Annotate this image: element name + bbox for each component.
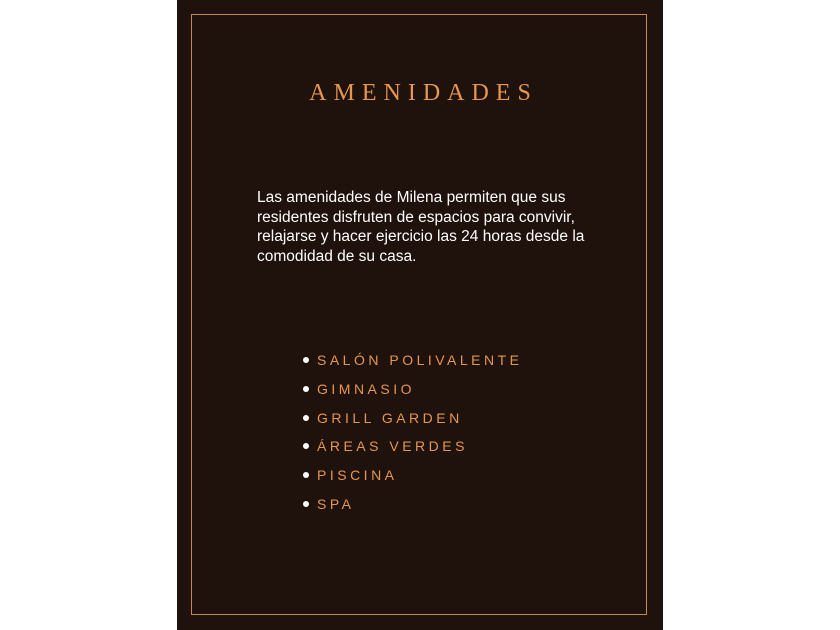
- page-title: AMENIDADES: [309, 80, 538, 106]
- amenity-label: SALÓN POLIVALENTE: [317, 352, 523, 369]
- amenity-label: PISCINA: [317, 467, 398, 484]
- list-item: [303, 403, 523, 432]
- amenity-label: SPA: [317, 495, 355, 512]
- bullet-icon: [303, 472, 309, 478]
- amenity-label: ÁREAS VERDES: [317, 438, 468, 455]
- bullet-icon: [303, 443, 309, 449]
- amenity-label: GRILL GARDEN: [317, 409, 463, 426]
- bullet-icon: [303, 415, 309, 421]
- bullet-icon: [303, 357, 309, 363]
- bullet-icon: [303, 386, 309, 392]
- amenities-page: [177, 0, 663, 630]
- bullet-icon: [303, 501, 309, 507]
- list-item: [303, 346, 523, 375]
- list-item: [303, 432, 523, 461]
- list-item: [303, 489, 523, 518]
- list-item: [303, 461, 523, 490]
- intro-paragraph: Las amenidades de Milena permiten que sus residentes disfruten de espacios para convivir, relajarse y hacer ejercicio las 24 horas desde la comodidad de su casa.: [257, 189, 585, 265]
- amenity-label: GIMNASIO: [317, 381, 416, 398]
- amenities-list: [303, 346, 523, 518]
- list-item: [303, 375, 523, 404]
